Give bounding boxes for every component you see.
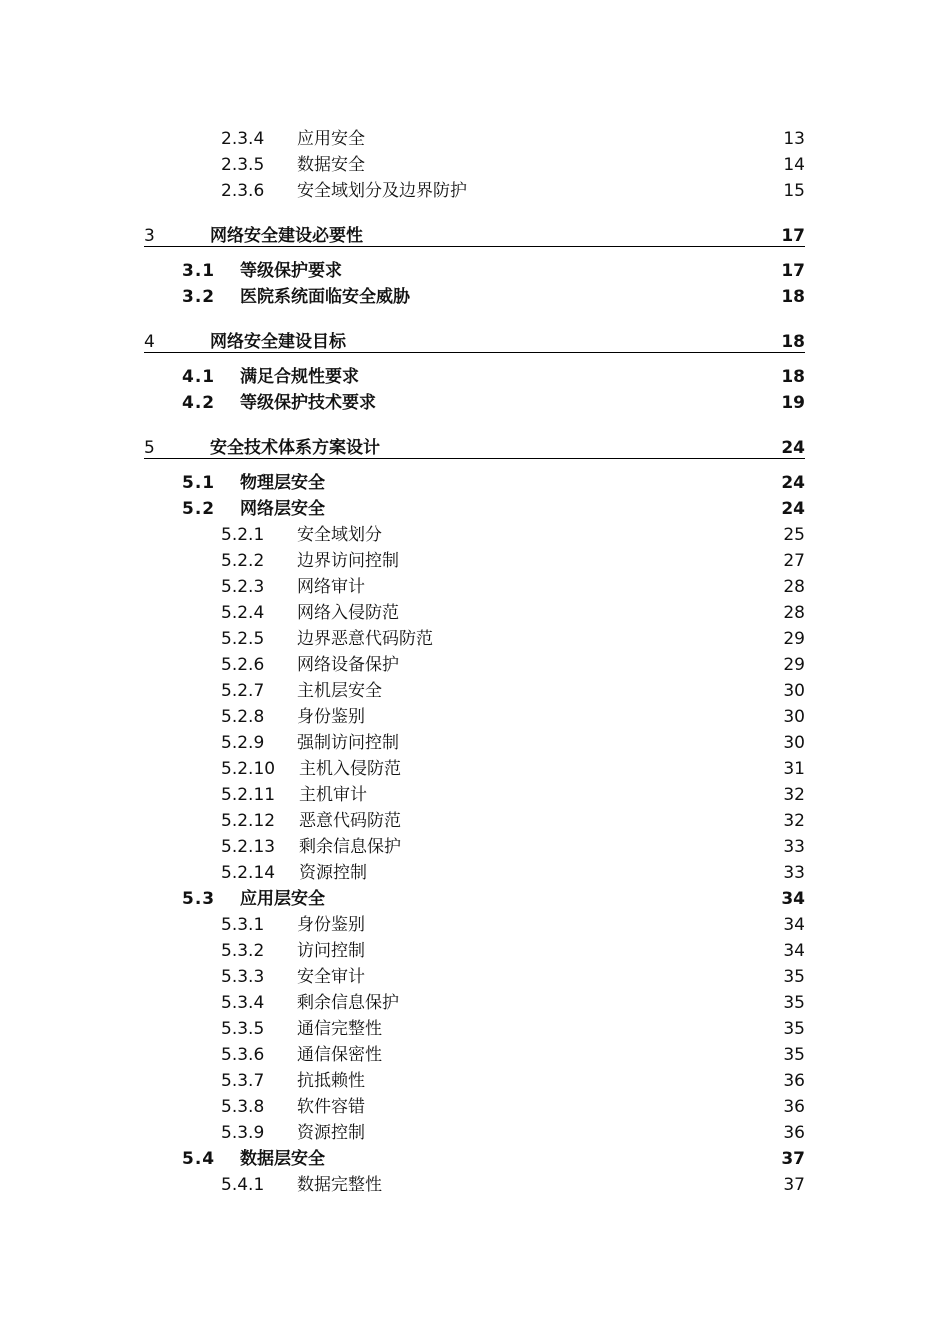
toc-entry-title: 软件容错 xyxy=(297,1097,365,1117)
toc-entry-number: 5.3.4 xyxy=(221,993,265,1013)
toc-entry[interactable] xyxy=(0,575,950,599)
toc-entry[interactable] xyxy=(0,497,950,521)
toc-entry-number: 3.1 xyxy=(182,261,216,281)
toc-entry-title: 资源控制 xyxy=(299,863,367,883)
toc-entry[interactable] xyxy=(0,391,950,415)
toc-entry-page: 14 xyxy=(783,155,805,175)
toc-entry[interactable] xyxy=(0,523,950,547)
toc-entry-title: 网络入侵防范 xyxy=(297,603,399,623)
toc-entry-title: 数据安全 xyxy=(297,155,365,175)
toc-entry-number: 5.2.1 xyxy=(221,525,265,545)
toc-entry-number: 5.3.6 xyxy=(221,1045,265,1065)
toc-entry[interactable] xyxy=(144,330,805,353)
toc-entry-number: 4.2 xyxy=(182,393,216,413)
toc-entry-number: 5.2.9 xyxy=(221,733,265,753)
toc-entry-page: 15 xyxy=(783,181,805,201)
toc-entry-title: 恶意代码防范 xyxy=(299,811,401,831)
toc-entry-title: 抗抵赖性 xyxy=(297,1071,365,1091)
toc-entry-page: 35 xyxy=(783,1019,805,1039)
toc-entry-page: 36 xyxy=(783,1097,805,1117)
toc-entry[interactable] xyxy=(0,679,950,703)
toc-entry-page: 35 xyxy=(783,1045,805,1065)
toc-entry-number: 5.1 xyxy=(182,473,216,493)
toc-entry-page: 30 xyxy=(783,681,805,701)
toc-entry-number: 2.3.5 xyxy=(221,155,265,175)
toc-entry-number: 5 xyxy=(144,438,155,458)
toc-entry-number: 3.2 xyxy=(182,287,216,307)
toc-entry-page: 30 xyxy=(783,733,805,753)
toc-entry-number: 5.2.13 xyxy=(221,837,276,857)
toc-entry[interactable] xyxy=(0,179,950,203)
toc-entry-number: 5.2.2 xyxy=(221,551,265,571)
toc-entry[interactable] xyxy=(0,757,950,781)
toc-entry[interactable] xyxy=(0,705,950,729)
toc-entry-number: 5.3.1 xyxy=(221,915,265,935)
toc-entry-title: 安全技术体系方案设计 xyxy=(210,438,380,458)
toc-entry[interactable] xyxy=(0,1173,950,1197)
toc-entry-number: 5.4 xyxy=(182,1149,216,1169)
toc-entry[interactable] xyxy=(0,1147,950,1171)
toc-entry-title: 网络设备保护 xyxy=(297,655,399,675)
toc-entry-page: 24 xyxy=(781,438,805,458)
toc-entry[interactable] xyxy=(0,365,950,389)
toc-entry-page: 28 xyxy=(783,577,805,597)
toc-entry-page: 34 xyxy=(783,941,805,961)
toc-entry-title: 安全域划分 xyxy=(297,525,382,545)
toc-entry-title: 身份鉴别 xyxy=(297,915,365,935)
toc-entry-title: 网络审计 xyxy=(297,577,365,597)
toc-entry-number: 5.3.5 xyxy=(221,1019,265,1039)
toc-entry[interactable] xyxy=(0,653,950,677)
toc-entry-page: 30 xyxy=(783,707,805,727)
toc-entry-page: 36 xyxy=(783,1071,805,1091)
toc-entry-number: 3 xyxy=(144,226,155,246)
toc-entry-title: 强制访问控制 xyxy=(297,733,399,753)
toc-entry[interactable] xyxy=(0,285,950,309)
toc-entry-title: 主机审计 xyxy=(299,785,367,805)
toc-entry[interactable] xyxy=(0,809,950,833)
toc-entry[interactable] xyxy=(0,887,950,911)
toc-entry[interactable] xyxy=(0,471,950,495)
toc-entry-title: 等级保护技术要求 xyxy=(240,393,376,413)
toc-entry-page: 33 xyxy=(783,837,805,857)
toc-entry-page: 19 xyxy=(781,393,805,413)
toc-entry-number: 5.3.2 xyxy=(221,941,265,961)
toc-entry-title: 网络安全建设目标 xyxy=(210,332,346,352)
toc-entry-number: 5.2 xyxy=(182,499,216,519)
toc-entry-page: 18 xyxy=(781,332,805,352)
toc-entry-page: 25 xyxy=(783,525,805,545)
toc-entry[interactable] xyxy=(0,1017,950,1041)
toc-entry-page: 18 xyxy=(781,287,805,307)
toc-entry-number: 5.3.3 xyxy=(221,967,265,987)
toc-entry[interactable] xyxy=(0,153,950,177)
toc-entry-page: 31 xyxy=(783,759,805,779)
toc-entry-page: 27 xyxy=(783,551,805,571)
toc-entry-page: 18 xyxy=(781,367,805,387)
toc-entry[interactable] xyxy=(0,1095,950,1119)
toc-entry-number: 5.2.12 xyxy=(221,811,276,831)
toc-entry-page: 17 xyxy=(781,226,805,246)
toc-entry-title: 数据层安全 xyxy=(240,1149,325,1169)
toc-entry-page: 29 xyxy=(783,655,805,675)
toc-entry[interactable] xyxy=(0,549,950,573)
toc-entry-page: 29 xyxy=(783,629,805,649)
toc-entry-title: 医院系统面临安全威胁 xyxy=(240,287,410,307)
toc-entry-title: 剩余信息保护 xyxy=(299,837,401,857)
toc-entry-number: 5.3.7 xyxy=(221,1071,265,1091)
toc-entry-page: 35 xyxy=(783,967,805,987)
toc-entry-number: 5.2.11 xyxy=(221,785,276,805)
toc-entry-page: 35 xyxy=(783,993,805,1013)
toc-entry-title: 剩余信息保护 xyxy=(297,993,399,1013)
toc-entry-title: 资源控制 xyxy=(297,1123,365,1143)
toc-entry-number: 5.2.7 xyxy=(221,681,265,701)
toc-entry-title: 安全审计 xyxy=(297,967,365,987)
toc-entry[interactable] xyxy=(0,731,950,755)
toc-entry-page: 33 xyxy=(783,863,805,883)
toc-entry-number: 5.2.8 xyxy=(221,707,265,727)
toc-entry-number: 5.2.3 xyxy=(221,577,265,597)
toc-entry-title: 数据完整性 xyxy=(297,1175,382,1195)
toc-entry-title: 安全域划分及边界防护 xyxy=(297,181,467,201)
toc-entry-number: 5.2.14 xyxy=(221,863,276,883)
toc-entry-title: 满足合规性要求 xyxy=(240,367,359,387)
toc-entry[interactable] xyxy=(0,783,950,807)
toc-entry[interactable] xyxy=(0,913,950,937)
toc-entry-number: 5.2.6 xyxy=(221,655,265,675)
toc-entry-title: 身份鉴别 xyxy=(297,707,365,727)
toc-entry-number: 5.2.10 xyxy=(221,759,276,779)
toc-entry-number: 5.3.8 xyxy=(221,1097,265,1117)
toc-entry[interactable] xyxy=(0,939,950,963)
toc-entry-page: 37 xyxy=(781,1149,805,1169)
toc-entry[interactable] xyxy=(144,436,805,459)
toc-entry[interactable] xyxy=(144,224,805,247)
toc-entry-title: 网络安全建设必要性 xyxy=(210,226,363,246)
toc-entry-title: 物理层安全 xyxy=(240,473,325,493)
toc-entry[interactable] xyxy=(0,1043,950,1067)
toc-entry-page: 13 xyxy=(783,129,805,149)
toc-entry[interactable] xyxy=(0,1069,950,1093)
toc-entry-title: 边界访问控制 xyxy=(297,551,399,571)
toc-entry[interactable] xyxy=(0,1121,950,1145)
toc-entry-page: 17 xyxy=(781,261,805,281)
toc-entry-number: 5.4.1 xyxy=(221,1175,265,1195)
toc-entry-page: 28 xyxy=(783,603,805,623)
toc-entry-page: 32 xyxy=(783,811,805,831)
toc-entry-number: 2.3.4 xyxy=(221,129,265,149)
toc-entry[interactable] xyxy=(0,127,950,151)
toc-entry-page: 32 xyxy=(783,785,805,805)
toc-entry[interactable] xyxy=(0,601,950,625)
toc-entry[interactable] xyxy=(0,861,950,885)
toc-entry-number: 5.3.9 xyxy=(221,1123,265,1143)
toc-entry[interactable] xyxy=(0,627,950,651)
toc-entry-number: 4.1 xyxy=(182,367,216,387)
toc-entry-number: 2.3.6 xyxy=(221,181,265,201)
toc-entry[interactable] xyxy=(0,835,950,859)
toc-entry-title: 通信完整性 xyxy=(297,1019,382,1039)
toc-entry-page: 37 xyxy=(783,1175,805,1195)
toc-entry-title: 网络层安全 xyxy=(240,499,325,519)
toc-entry-page: 36 xyxy=(783,1123,805,1143)
toc-entry-title: 访问控制 xyxy=(297,941,365,961)
toc-entry-number: 4 xyxy=(144,332,155,352)
toc-entry-title: 应用层安全 xyxy=(240,889,325,909)
toc-entry-title: 主机层安全 xyxy=(297,681,382,701)
toc-entry-number: 5.2.5 xyxy=(221,629,265,649)
toc-entry-page: 24 xyxy=(781,473,805,493)
toc-entry-number: 5.2.4 xyxy=(221,603,265,623)
toc-entry-title: 应用安全 xyxy=(297,129,365,149)
toc-entry-title: 等级保护要求 xyxy=(240,261,342,281)
toc-entry-title: 通信保密性 xyxy=(297,1045,382,1065)
toc-entry[interactable] xyxy=(0,965,950,989)
toc-entry[interactable] xyxy=(0,991,950,1015)
toc-entry-page: 34 xyxy=(783,915,805,935)
toc-entry-title: 主机入侵防范 xyxy=(299,759,401,779)
toc-entry-title: 边界恶意代码防范 xyxy=(297,629,433,649)
toc-entry[interactable] xyxy=(0,259,950,283)
toc-entry-page: 24 xyxy=(781,499,805,519)
toc-entry-number: 5.3 xyxy=(182,889,216,909)
toc-entry-page: 34 xyxy=(781,889,805,909)
